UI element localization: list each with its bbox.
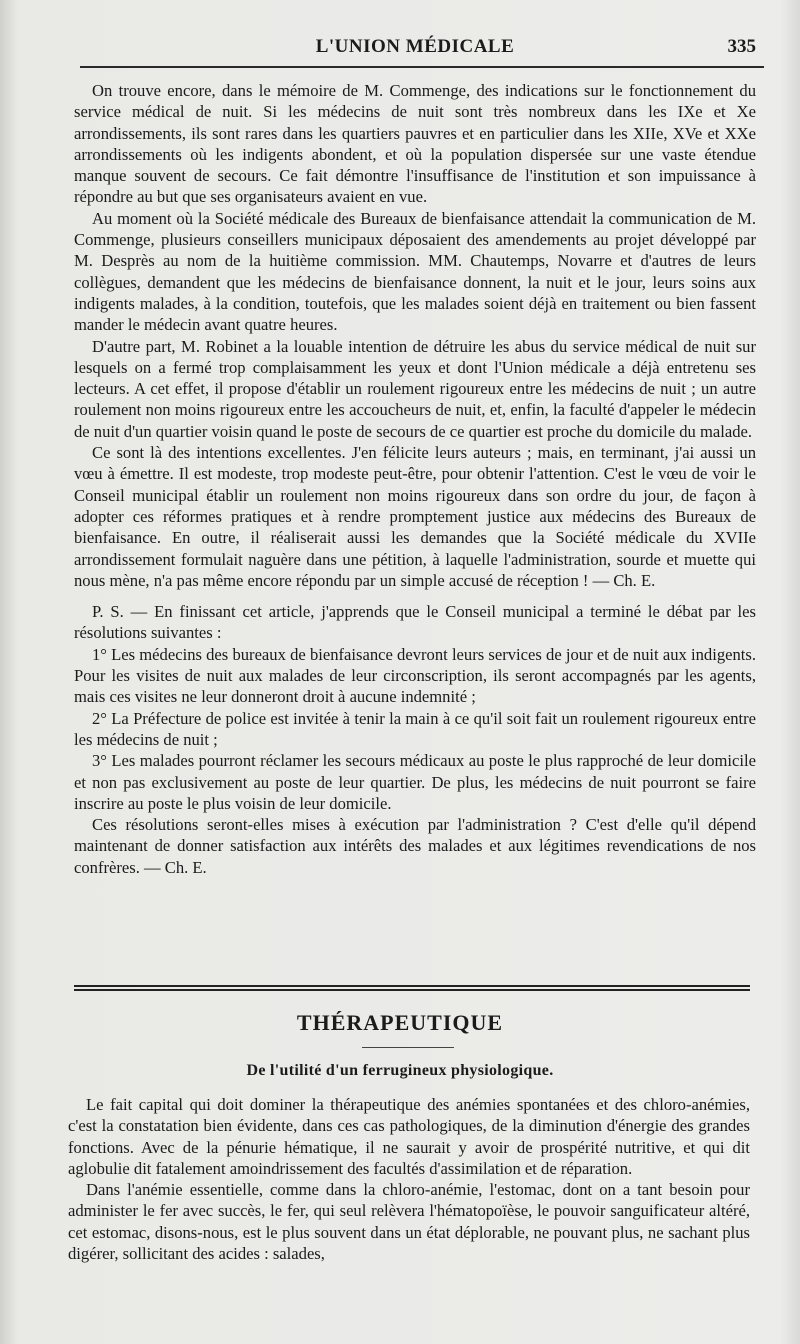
paragraph: Ce sont là des intentions excellentes. J'en félicite leurs auteurs ; mais, en terminant, j'ai aussi un vœu à émettre. Il est modeste, trop modeste peut-être, pour obtenir l'attention. C'est le vœu de voir le Conseil municipal établir un roulement non moins rigoureux dans son ordre du jour, de façon à adopter ces réformes pratiques et à rendre promptement justice aux médecins des Bureaux de bienfaisance. En outre, il réaliserait aussi les demandes que la Société médicale du XVIIe arrondissement formulait naguère dans une pétition, à laquelle l'administration, sourde et muette qui nous mène, n'a pas même encore répondu par un simple accusé de réception ! — Ch. E. (74, 443, 756, 590)
section-divider (74, 985, 750, 991)
therapeutique-body (68, 1094, 750, 1264)
resolution-item: 1° Les médecins des bureaux de bienfaisance devront leurs services de jour et de nuit aux indigents. Pour les visites de nuit aux malades de leur circonscription, ils seront accompagnés par les agents, mais ces visites ne leur donneront droit à aucune indemnité ; (74, 644, 756, 707)
section-title: THÉRAPEUTIQUE (296, 1010, 504, 1035)
article-title: De l'utilité d'un ferrugineux physiologique. (246, 1062, 554, 1079)
section-title-rule (362, 1047, 454, 1048)
postscript-intro: P. S. — En finissant cet article, j'apprends que le Conseil municipal a terminé le débat par les résolutions suivantes : (74, 602, 756, 643)
postscript-closing: Ces résolutions seront-elles mises à exécution par l'administration ? C'est d'elle qu'il dépend maintenant de donner satisfaction aux intérêts des malades et aux légitimes revendications de nos confrères. — Ch. E. (74, 815, 756, 877)
resolution-item: 3° Les malades pourront réclamer les secours médicaux au poste le plus rapproché de leur domicile et non pas exclusivement au poste de leur quartier. De plus, les médecins de nuit pourront se faire inscrire au poste le plus voisin de leur domicile. (74, 751, 756, 813)
paragraph: D'autre part, M. Robinet a la louable intention de détruire les abus du service médical de nuit sur lesquels on a fermé trop complaisamment les yeux et dont l'Union médicale a déjà entretenu ses lecteurs. A cet effet, il propose d'établir un roulement rigoureux entre les médecins de nuit ; un autre roulement non moins rigoureux entre les accoucheurs de nuit, et, enfin, la faculté d'appeler le médecin de nuit d'un quartier voisin quand le poste de secours de ce quartier est proche du domicile du malade. (74, 336, 756, 441)
header-rule (80, 66, 764, 68)
paragraph: Au moment où la Société médicale des Bureaux de bienfaisance attendait la communication de M. Commenge, plusieurs conseillers municipaux déposaient des amendements au projet développé par M. Desprès au nom de la huitième commission. MM. Chautemps, Novarre et d'autres de leurs collègues, demandent que les médecins de bienfaisance donnent, la nuit et le jour, leurs soins aux indigents malades, à la condition, toutefois, que les malades soient déjà en traitement ou bien fassent mander le médecin avant quatre heures. (74, 208, 756, 335)
page-number: 335 (727, 36, 756, 57)
page-header (70, 36, 760, 62)
resolution-item: 2° La Préfecture de police est invitée à tenir la main à ce qu'il soit fait un roulement rigoureux entre les médecins de nuit ; (74, 708, 756, 749)
paragraph: On trouve encore, dans le mémoire de M. Commenge, des indications sur le fonctionnement du service médical de nuit. Si les médecins de nuit sont très nombreux dans les IXe et Xe arrondissements, ils sont rares dans les quartiers pauvres et en particulier dans les XIIe, XVe et XXe arrondissements où les indigents abondent, et où la population dispersée sur une vaste étendue manque souvent de secours. Ce fait démontre l'insuffisance de l'institution et son impuissance à répondre au but que ses organisateurs avaient en vue. (74, 81, 756, 207)
paragraph: Dans l'anémie essentielle, comme dans la chloro-anémie, l'estomac, dont on a tant besoin pour administer le fer avec succès, le fer, qui seul relèvera l'hématopoïèse, le pouvoir sanguificateur altéré, cet estomac, disons-nous, est le plus souvent dans un état déplorable, ne pouvant plus, ne sachant plus digérer, sollicitant des acides : salades, (68, 1180, 750, 1264)
running-title: L'UNION MÉDICALE (315, 36, 515, 57)
paragraph: Le fait capital qui doit dominer la thérapeutique des anémies spontanées et des chloro-anémies, c'est la constatation bien évidente, dans ces cas pathologiques, de la diminution d'énergie des grandes fonctions. Avec de la pénurie hématique, il ne saurait y avoir de prospérité nutritive, et qui dit aglobulie dit fatalement amoindrissement des facultés d'assimilation et de réparation. (68, 1095, 750, 1178)
article-body (74, 80, 756, 878)
